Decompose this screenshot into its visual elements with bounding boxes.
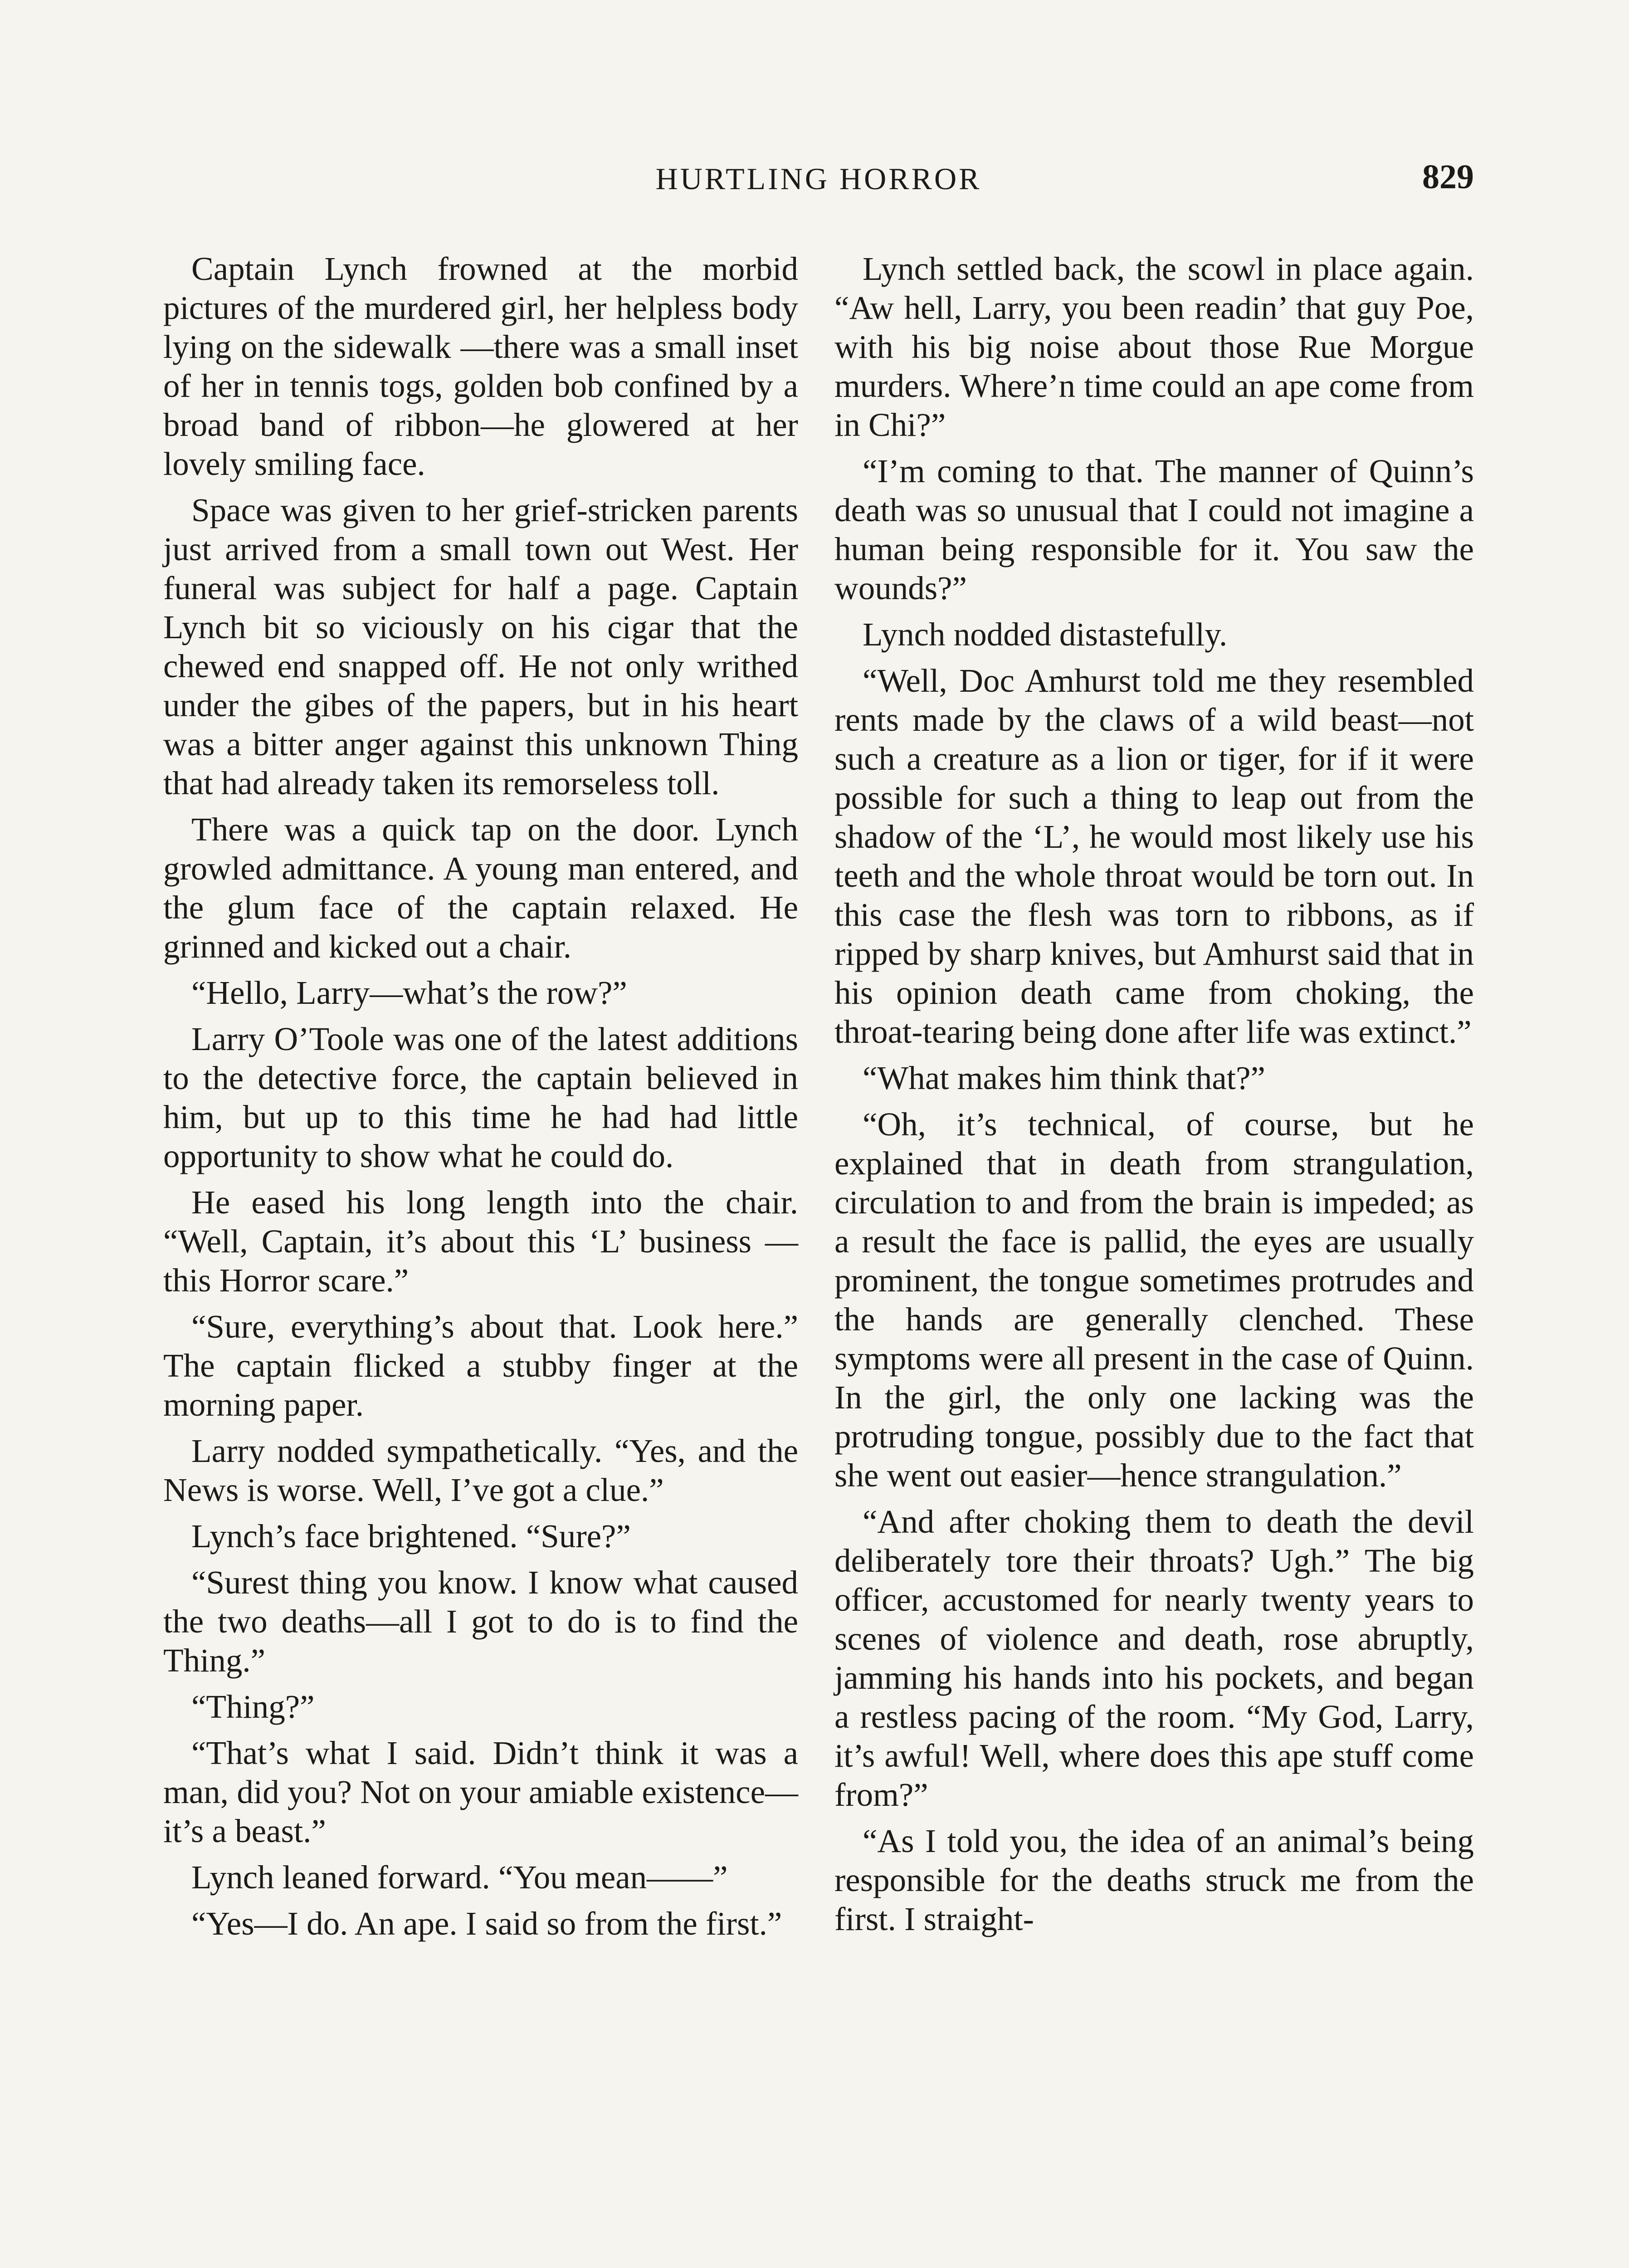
paragraph: “Sure, everything’s about that. Look here.” The captain flicked a stubby finger at the morning paper. — [163, 1308, 798, 1423]
paragraph: Lynch’s face brightened. “Sure?” — [191, 1518, 631, 1554]
paragraph: He eased his long length into the chair. “Well, Captain, it’s about this ‘L’ business — this Horror scare.” — [163, 1184, 798, 1299]
paragraph: Lynch leaned forward. “You mean——” — [191, 1859, 728, 1896]
paragraph: “Well, Doc Amhurst told me they resembled rents made by the claws of a wild beast—not such a creature as a lion or tiger, for if it were possible for such a thing to leap out from the shadow of the ‘L’, he would most likely use his teeth and the whole throat would be torn out. In this case the flesh was torn to ribbons, as if ripped by sharp knives, but Amhurst said that in his opinion death came from choking, the throat-tearing being done after life was extinct.” — [834, 662, 1474, 1050]
paragraph: “Oh, it’s technical, of course, but he explained that in death from strangulation, circulation to and from the brain is impeded; as a result the face is pallid, the eyes are usually prominent, the tongue sometimes protrudes and the hands are generally clenched. These symptoms were all present in the case of Quinn. In the girl, the only one lacking was the protruding tongue, possibly due to the fact that she went out easier—hence strangulation.” — [834, 1106, 1474, 1494]
right-column — [834, 249, 1474, 1946]
paragraph: “Surest thing you know. I know what caused the two deaths—all I got to do is to find the Thing.” — [163, 1564, 798, 1679]
paragraph: “Hello, Larry—what’s the row?” — [191, 974, 627, 1011]
paragraph: “Thing?” — [191, 1688, 315, 1725]
paragraph: Lynch settled back, the scowl in place again. “Aw hell, Larry, you been readin’ that guy Poe, with his big noise about those Rue Morgue murders. Where’n time could an ape come from in Chi?” — [834, 250, 1474, 443]
paragraph: Larry O’Toole was one of the latest additions to the detective force, the captain believed in him, but up to this time he had had little opportunity to show what he could do. — [163, 1021, 798, 1174]
paragraph: “That’s what I said. Didn’t think it was a man, did you? Not on your amiable existence—it’s a beast.” — [163, 1735, 798, 1849]
paragraph: There was a quick tap on the door. Lynch growled admittance. A young man entered, and the glum face of the captain relaxed. He grinned and kicked out a chair. — [163, 811, 798, 965]
running-head — [163, 158, 1474, 202]
paragraph: Larry nodded sympathetically. “Yes, and the News is worse. Well, I’ve got a clue.” — [163, 1432, 798, 1508]
paragraph: “As I told you, the idea of an animal’s being responsible for the deaths struck me from the first. I straight- — [834, 1823, 1474, 1937]
paragraph: “I’m coming to that. The manner of Quinn’s death was so unusual that I could not imagine a human being responsible for it. You saw the wounds?” — [834, 453, 1474, 606]
page-number: 829 — [1422, 158, 1474, 196]
paragraph: “And after choking them to death the devil deliberately tore their throats? Ugh.” The big officer, accustomed for nearly twenty years to scenes of violence and death, rose abruptly, jamming his hands into his pockets, and began a restless pacing of the room. “My God, Larry, it’s awful! Well, where does this ape stuff come from?” — [834, 1503, 1474, 1813]
paragraph: Captain Lynch frowned at the morbid pictures of the murdered girl, her helpless body lying on the sidewalk —there was a small inset of her in tennis togs, golden bob confined by a broad band of ribbon—he glowered at her lovely smiling face. — [163, 250, 798, 482]
left-column — [163, 249, 798, 1950]
running-title: HURTLING HORROR — [655, 161, 982, 196]
paragraph: Lynch nodded distastefully. — [863, 616, 1228, 653]
paragraph: “Yes—I do. An ape. I said so from the first.” — [191, 1905, 782, 1942]
paragraph: Space was given to her grief-stricken parents just arrived from a small town out West. Her funeral was subject for half a page. Captain Lynch bit so viciously on his cigar that the chewed end snapped off. He not only writhed under the gibes of the papers, but in his heart was a bitter anger against this unknown Thing that had already taken its remorseless toll. — [163, 492, 798, 802]
paragraph: “What makes him think that?” — [863, 1060, 1265, 1096]
